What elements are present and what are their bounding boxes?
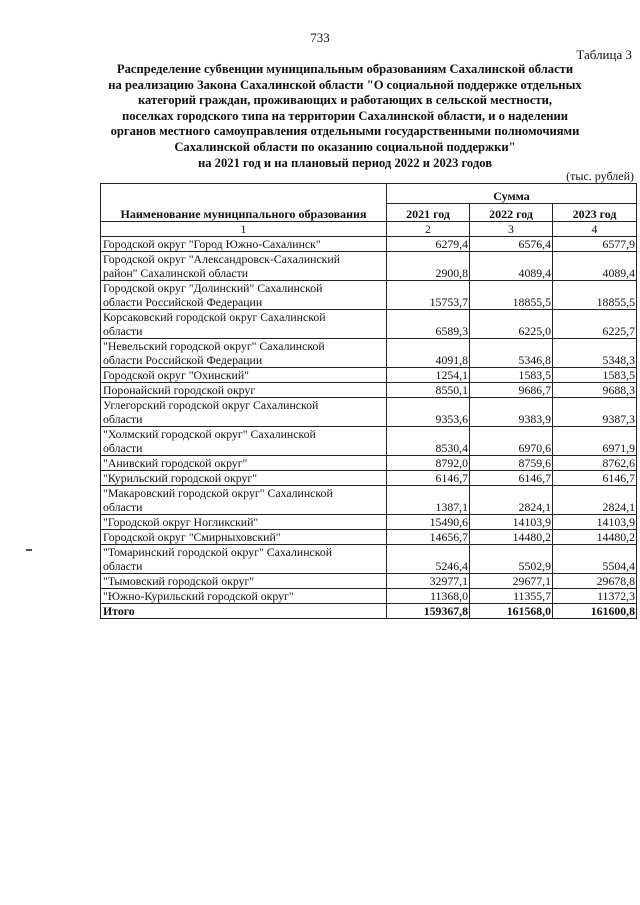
municipality-name (101, 589, 387, 604)
municipality-name-line: области (103, 559, 143, 573)
municipality-name-line: "Томаринский городской округ" Сахалинской (103, 545, 333, 559)
units-label: (тыс. рублей) (566, 169, 634, 183)
amount-2021: 15490,6 (387, 515, 470, 530)
municipality-name-line: район" Сахалинской области (103, 266, 249, 280)
amount-2022: 14103,9 (470, 515, 553, 530)
amount-2021: 9353,6 (387, 398, 470, 427)
title-line: Сахалинской области по оказанию социальной поддержки" (174, 139, 516, 154)
title-line: на 2021 год и на плановый период 2022 и 2023 годов (197, 155, 493, 170)
total-amount-2022: 161568,0 (470, 604, 553, 619)
table-row (101, 456, 637, 471)
municipality-name-line: Городской округ "Смирныховский" (103, 530, 281, 544)
amount-2023: 6225,7 (553, 310, 637, 339)
municipality-name (101, 281, 387, 310)
amount-2021: 4091,8 (387, 339, 470, 368)
amount-2021: 5246,4 (387, 545, 470, 574)
total-amount-2021: 159367,8 (387, 604, 470, 619)
title-line: Распределение субвенции муниципальным образованиям Сахалинской области (116, 62, 574, 76)
amount-2023: 2824,1 (553, 486, 637, 515)
municipality-name (101, 530, 387, 545)
amount-2021: 6146,7 (387, 471, 470, 486)
table-row (101, 252, 637, 281)
amount-2023: 11372,3 (553, 589, 637, 604)
table-row (101, 589, 637, 604)
municipality-name-line: Городской округ "Долинский" Сахалинской (103, 281, 323, 295)
amount-2022: 14480,2 (470, 530, 553, 545)
municipality-name (101, 383, 387, 398)
column-header-2021: 2021 год (387, 204, 470, 222)
amount-2022: 8759,6 (470, 456, 553, 471)
municipality-name-line: области (103, 500, 143, 514)
municipality-name-line: области (103, 324, 143, 338)
amount-2022: 6576,4 (470, 237, 553, 252)
amount-2023: 6146,7 (553, 471, 637, 486)
table-row (101, 530, 637, 545)
amount-2021: 6589,3 (387, 310, 470, 339)
municipality-name (101, 545, 387, 574)
amount-2023: 6577,9 (553, 237, 637, 252)
amount-2022: 18855,5 (470, 281, 553, 310)
amount-2022: 6225,0 (470, 310, 553, 339)
municipality-name-line: "Анивский городской округ" (103, 456, 248, 470)
table-row (101, 237, 637, 252)
table-row (101, 368, 637, 383)
amount-2023: 9387,3 (553, 398, 637, 427)
amount-2021: 6279,4 (387, 237, 470, 252)
total-row (101, 604, 637, 619)
amount-2021: 14656,7 (387, 530, 470, 545)
amount-2023: 14103,9 (553, 515, 637, 530)
amount-2022: 29677,1 (470, 574, 553, 589)
table-row (101, 486, 637, 515)
column-index: 3 (470, 222, 553, 237)
amount-2021: 8792,0 (387, 456, 470, 471)
column-index-row (101, 222, 637, 237)
municipality-name (101, 486, 387, 515)
amount-2022: 9686,7 (470, 383, 553, 398)
amount-2021: 32977,1 (387, 574, 470, 589)
amount-2022: 6970,6 (470, 427, 553, 456)
amount-2023: 1583,5 (553, 368, 637, 383)
municipality-name (101, 237, 387, 252)
municipality-name (101, 339, 387, 368)
amount-2022: 5346,8 (470, 339, 553, 368)
column-index: 1 (101, 222, 387, 237)
column-header-2023: 2023 год (553, 204, 637, 222)
amount-2023: 14480,2 (553, 530, 637, 545)
table-row (101, 383, 637, 398)
municipality-name-line: области Российской Федерации (103, 295, 263, 309)
municipality-name-line: "Южно-Курильский городской округ" (103, 589, 294, 603)
table-row (101, 339, 637, 368)
title-line: поселках городского типа на территории Сахалинской области, и о наделении (121, 108, 569, 123)
amount-2023: 5348,3 (553, 339, 637, 368)
municipality-name-line: "Макаровский городской округ" Сахалинской (103, 486, 333, 500)
table-row (101, 398, 637, 427)
municipality-name-line: "Невельский городской округ" Сахалинской (103, 339, 325, 353)
amount-2021: 8530,4 (387, 427, 470, 456)
amount-2023: 29678,8 (553, 574, 637, 589)
amount-2023: 4089,4 (553, 252, 637, 281)
scan-mark (26, 549, 32, 551)
municipality-name (101, 427, 387, 456)
column-header-name: Наименование муниципального образования (101, 184, 387, 222)
municipality-name-line: "Холмский городской округ" Сахалинской (103, 427, 316, 441)
title-line: на реализацию Закона Сахалинской области "О социальной поддержке отдельных (108, 77, 582, 92)
municipality-name (101, 310, 387, 339)
subsidy-table (100, 183, 637, 619)
column-index: 4 (553, 222, 637, 237)
table-row (101, 281, 637, 310)
amount-2021: 11368,0 (387, 589, 470, 604)
table-row (101, 310, 637, 339)
table-row (101, 427, 637, 456)
title-line: органов местного самоуправления отдельными государственными полномочиями (110, 124, 580, 139)
municipality-name-line: Углегорский городской округ Сахалинской (103, 398, 319, 412)
municipality-name (101, 368, 387, 383)
municipality-name-line: "Тымовский городской округ" (103, 574, 255, 588)
municipality-name-line: Городской округ "Охинский" (103, 368, 249, 382)
amount-2023: 6971,9 (553, 427, 637, 456)
amount-2021: 15753,7 (387, 281, 470, 310)
total-amount-2023: 161600,8 (553, 604, 637, 619)
table-row (101, 471, 637, 486)
municipality-name-line: Корсаковский городской округ Сахалинской (103, 310, 326, 324)
amount-2021: 8550,1 (387, 383, 470, 398)
amount-2021: 1387,1 (387, 486, 470, 515)
amount-2023: 18855,5 (553, 281, 637, 310)
amount-2021: 1254,1 (387, 368, 470, 383)
amount-2022: 5502,9 (470, 545, 553, 574)
municipality-name (101, 252, 387, 281)
municipality-name (101, 515, 387, 530)
amount-2021: 2900,8 (387, 252, 470, 281)
amount-2022: 11355,7 (470, 589, 553, 604)
column-index: 2 (387, 222, 470, 237)
table-row (101, 574, 637, 589)
municipality-name-line: "Городской округ Ногликский" (103, 515, 259, 529)
amount-2023: 8762,6 (553, 456, 637, 471)
total-label: Итого (101, 604, 387, 619)
municipality-name (101, 574, 387, 589)
municipality-name-line: области (103, 412, 143, 426)
amount-2022: 1583,5 (470, 368, 553, 383)
table-row (101, 515, 637, 530)
amount-2023: 9688,3 (553, 383, 637, 398)
amount-2023: 5504,4 (553, 545, 637, 574)
amount-2022: 9383,9 (470, 398, 553, 427)
title-line: категорий граждан, проживающих и работающих в сельской местности, (137, 93, 553, 108)
municipality-name-line: области (103, 441, 143, 455)
table-row (101, 545, 637, 574)
amount-2022: 6146,7 (470, 471, 553, 486)
amount-2022: 4089,4 (470, 252, 553, 281)
municipality-name-line: Городской округ "Александровск-Сахалинский (103, 252, 341, 266)
municipality-name-line: Городской округ "Город Южно-Сахалинск" (103, 237, 321, 251)
municipality-name-line: области Российской Федерации (103, 353, 263, 367)
document-title (80, 62, 610, 171)
column-header-sum: Сумма (387, 184, 637, 204)
municipality-name (101, 456, 387, 471)
municipality-name-line: Поронайский городской округ (103, 383, 256, 397)
municipality-name (101, 398, 387, 427)
municipality-name-line: "Курильский городской округ" (103, 471, 258, 485)
page-number: 733 (310, 30, 330, 45)
amount-2022: 2824,1 (470, 486, 553, 515)
column-header-2022: 2022 год (470, 204, 553, 222)
table-label: Таблица 3 (576, 47, 632, 62)
municipality-name (101, 471, 387, 486)
